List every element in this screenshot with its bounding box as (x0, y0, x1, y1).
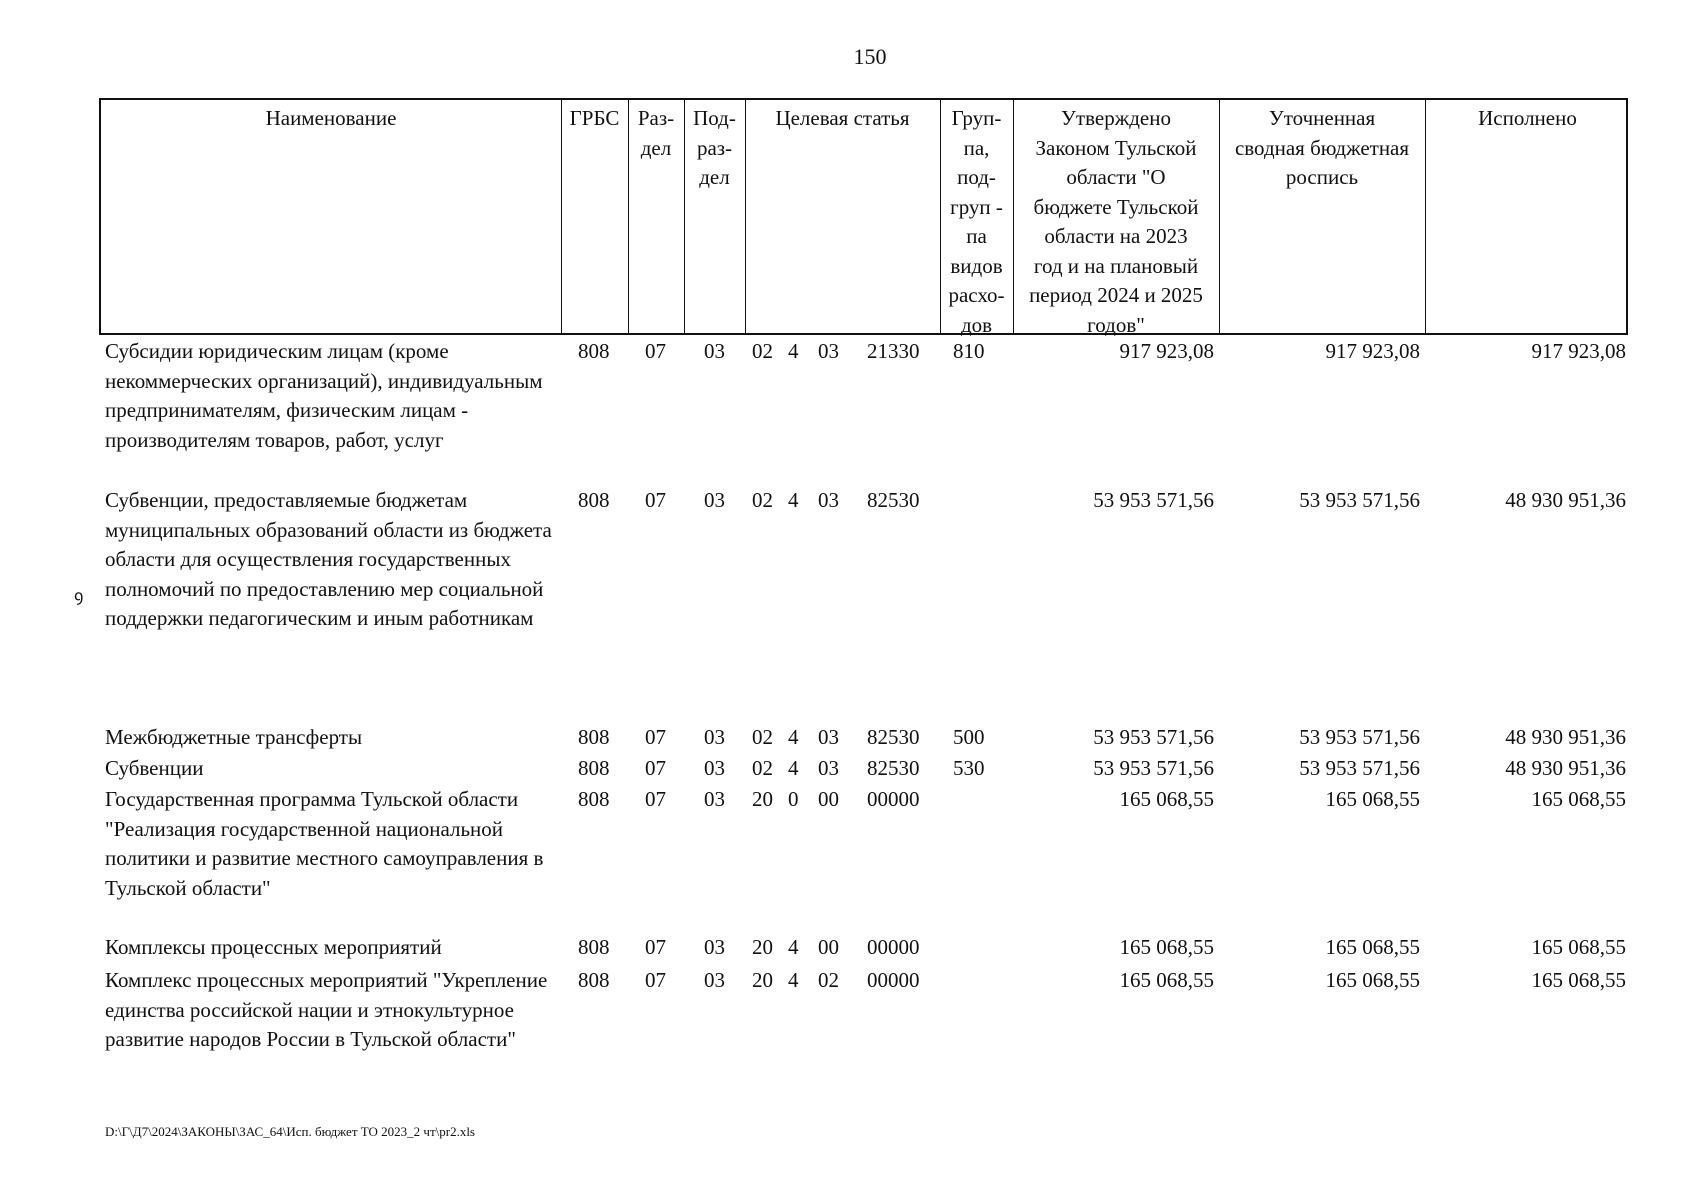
row-refined: 917 923,08 (1325, 339, 1420, 363)
row-target-sub: 03 (818, 488, 839, 512)
row-executed: 48 930 951,36 (1505, 756, 1626, 780)
row-razdel: 07 (645, 725, 666, 749)
row-group: 530 (953, 756, 985, 780)
row-approved: 165 068,55 (1119, 935, 1214, 959)
row-executed: 48 930 951,36 (1505, 488, 1626, 512)
row-target-program: 02 (752, 339, 773, 363)
row-target-code: 00000 (867, 935, 920, 959)
row-name: Субсидии юридическим лицам (кроме некоммерческих организаций), индивидуальным предпринимателям, физическим лицам - производителям товаров, работ, услуг (105, 339, 543, 452)
row-razdel: 07 (645, 339, 666, 363)
row-executed: 917 923,08 (1531, 339, 1626, 363)
row-refined: 165 068,55 (1325, 968, 1420, 992)
row-target-code: 21330 (867, 339, 920, 363)
row-executed: 165 068,55 (1531, 935, 1626, 959)
row-target-code: 82530 (867, 725, 920, 749)
row-refined: 53 953 571,56 (1299, 756, 1420, 780)
header-grbs: ГРБС (569, 106, 620, 130)
row-target-program: 20 (752, 787, 773, 811)
row-razdel: 07 (645, 935, 666, 959)
row-target-sub: 03 (818, 339, 839, 363)
row-approved: 53 953 571,56 (1093, 756, 1214, 780)
row-grbs: 808 (578, 725, 610, 749)
row-razdel: 07 (645, 787, 666, 811)
row-grbs: 808 (578, 339, 610, 363)
row-target-sub: 03 (818, 756, 839, 780)
row-target-type: 4 (788, 935, 799, 959)
row-target-code: 00000 (867, 787, 920, 811)
header-razdel: Раз- дел (637, 106, 675, 160)
row-podrazdel: 03 (704, 968, 725, 992)
row-target-program: 02 (752, 756, 773, 780)
row-target-sub: 03 (818, 725, 839, 749)
row-group: 810 (953, 339, 985, 363)
row-target-type: 4 (788, 756, 799, 780)
row-target-sub: 00 (818, 787, 839, 811)
header-group: Груп- па, под- груп - па видов расхо- дов (948, 106, 1005, 337)
row-name: Субвенции, предоставляемые бюджетам муниципальных образований области из бюджета области для осуществления государственных полномочий по предоставлению мер социальной поддержки педагогическим и иным работникам (105, 488, 552, 630)
row-executed: 165 068,55 (1531, 968, 1626, 992)
row-executed: 165 068,55 (1531, 787, 1626, 811)
row-refined: 53 953 571,56 (1299, 488, 1420, 512)
row-podrazdel: 03 (704, 787, 725, 811)
row-approved: 165 068,55 (1119, 968, 1214, 992)
row-podrazdel: 03 (704, 725, 725, 749)
row-grbs: 808 (578, 488, 610, 512)
row-target-code: 82530 (867, 756, 920, 780)
footer-file-path: D:\Г\Д7\2024\ЗАКОНЫ\ЗАС_64\Исп. бюджет ТО 2023_2 чт\pr2.xls (105, 1124, 475, 1139)
row-target-program: 20 (752, 968, 773, 992)
header-target: Целевая статья (775, 106, 910, 130)
row-approved: 53 953 571,56 (1093, 725, 1214, 749)
row-target-code: 00000 (867, 968, 920, 992)
row-podrazdel: 03 (704, 935, 725, 959)
row-razdel: 07 (645, 488, 666, 512)
table-header (99, 98, 1628, 335)
header-approved: Утверждено Законом Тульской области "О бюджете Тульской области на 2023 год и на плановый период 2024 и 2025 годов" (1029, 106, 1203, 337)
row-approved: 165 068,55 (1119, 787, 1214, 811)
row-podrazdel: 03 (704, 339, 725, 363)
row-refined: 53 953 571,56 (1299, 725, 1420, 749)
header-divider (745, 100, 746, 333)
row-grbs: 808 (578, 787, 610, 811)
row-grbs: 808 (578, 935, 610, 959)
row-target-program: 20 (752, 935, 773, 959)
row-name: Межбюджетные трансферты (105, 725, 363, 749)
row-target-type: 0 (788, 787, 799, 811)
margin-mark: ꝯ (74, 588, 84, 605)
row-name: Субвенции (105, 756, 204, 780)
header-refined: Уточненная сводная бюджетная роспись (1234, 106, 1410, 189)
row-razdel: 07 (645, 756, 666, 780)
page-number: 150 (853, 44, 887, 69)
row-refined: 165 068,55 (1325, 787, 1420, 811)
row-target-program: 02 (752, 725, 773, 749)
row-group: 500 (953, 725, 985, 749)
header-executed: Исполнено (1478, 106, 1577, 130)
row-name: Государственная программа Тульской области "Реализация государственной национальной политики и развитие местного самоуправления в Тульской области" (105, 787, 544, 900)
header-name: Наименование (265, 106, 397, 130)
row-target-type: 4 (788, 339, 799, 363)
row-target-type: 4 (788, 968, 799, 992)
row-name: Комплексы процессных мероприятий (105, 935, 442, 959)
row-target-code: 82530 (867, 488, 920, 512)
row-target-sub: 00 (818, 935, 839, 959)
header-divider (561, 100, 562, 333)
row-podrazdel: 03 (704, 756, 725, 780)
row-executed: 48 930 951,36 (1505, 725, 1626, 749)
row-refined: 165 068,55 (1325, 935, 1420, 959)
row-target-program: 02 (752, 488, 773, 512)
row-grbs: 808 (578, 968, 610, 992)
row-name: Комплекс процессных мероприятий "Укрепление единства российской нации и этнокультурное развитие народов России в Тульской области" (105, 968, 548, 1051)
header-divider (1425, 100, 1426, 333)
header-podrazdel: Под- раз- дел (693, 106, 736, 189)
row-target-type: 4 (788, 488, 799, 512)
row-target-sub: 02 (818, 968, 839, 992)
row-grbs: 808 (578, 756, 610, 780)
row-target-type: 4 (788, 725, 799, 749)
row-razdel: 07 (645, 968, 666, 992)
row-approved: 917 923,08 (1119, 339, 1214, 363)
row-podrazdel: 03 (704, 488, 725, 512)
row-approved: 53 953 571,56 (1093, 488, 1214, 512)
